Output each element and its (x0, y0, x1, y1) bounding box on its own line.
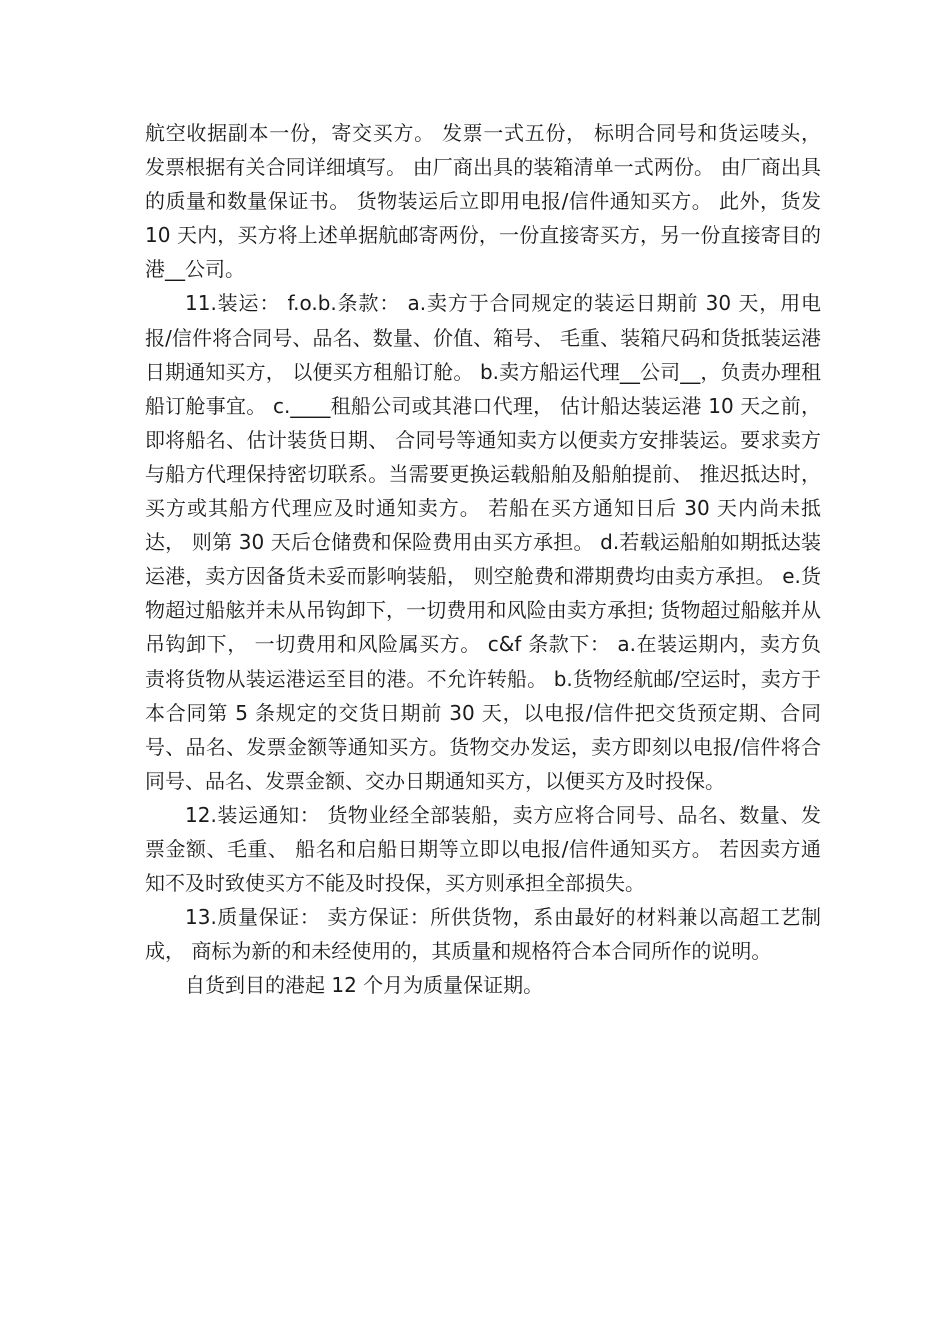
paragraph-clause-12-shipping-notice: 12.装运通知： 货物业经全部装船，卖方应将合同号、品名、数量、发票金额、毛重、 船名和启船日期等立即以电报/信件通知买方。 若因卖方通知不及时致使买方不能及时投保，买方则承担全部损失。 (145, 802, 821, 896)
paragraph-shipping-documents: 航空收据副本一份，寄交买方。 发票一式五份， 标明合同号和货运唛头， 发票根据有关合同详细填写。 由厂商出具的装箱清单一式两份。 由厂商出具的质量和数量保证书。 货物装运后立即用电报/信件通知买方。 此外，货发 10 天内，买方将上述单据航邮寄两份，一份直接寄买方，另一份直接寄目的港__公司。 (145, 121, 821, 282)
paragraph-guarantee-period: 自货到目的港起 12 个月为质量保证期。 (185, 973, 544, 998)
paragraph-clause-11-shipment: 11.装运： f.o.b.条款： a.卖方于合同规定的装运日期前 30 天，用电报/信件将合同号、品名、数量、价值、箱号、 毛重、装箱尺码和货抵装运港日期通知买方， 以便买方租船订舱。 b.卖方船运代理__公司__，负责办理租船订舱事宜。 c.____租船公司或其港口代理， 估计船达装运港 10 天之前，即将船名、估计装货日期、 合同号等通知卖方以便卖方安排装运。要求卖方与船方代理保持密切联系。当需要更换运载船舶及船舶提前、 推迟抵达时，买方或其船方代理应及时通知卖方。 若船在买方通知日后 30 天内尚未抵达， 则第 30 天后仓储费和保险费用由买方承担。 d.若载运船舶如期抵达装运港，卖方因备货未妥而影响装船， 则空舱费和滞期费均由卖方承担。 e.货物超过船舷并未从吊钩卸下，一切费用和风险由卖方承担; 货物超过船舷并从吊钩卸下， 一切费用和风险属买方。 c&f 条款下： a.在装运期内，卖方负责将货物从装运港运至目的港。不允许转船。 b.货物经航邮/空运时，卖方于本合同第 5 条规定的交货日期前 30 天，以电报/信件把交货预定期、合同号、品名、发票金额等通知买方。货物交办发运，卖方即刻以电报/信件将合同号、品名、发票金额、交办日期通知买方，以便买方及时投保。 (145, 291, 821, 793)
paragraph-clause-13-quality-guarantee: 13.质量保证： 卖方保证：所供货物，系由最好的材料兼以高超工艺制成， 商标为新的和未经使用的，其质量和规格符合本合同所作的说明。 (145, 905, 821, 964)
document-body (145, 116, 821, 1002)
